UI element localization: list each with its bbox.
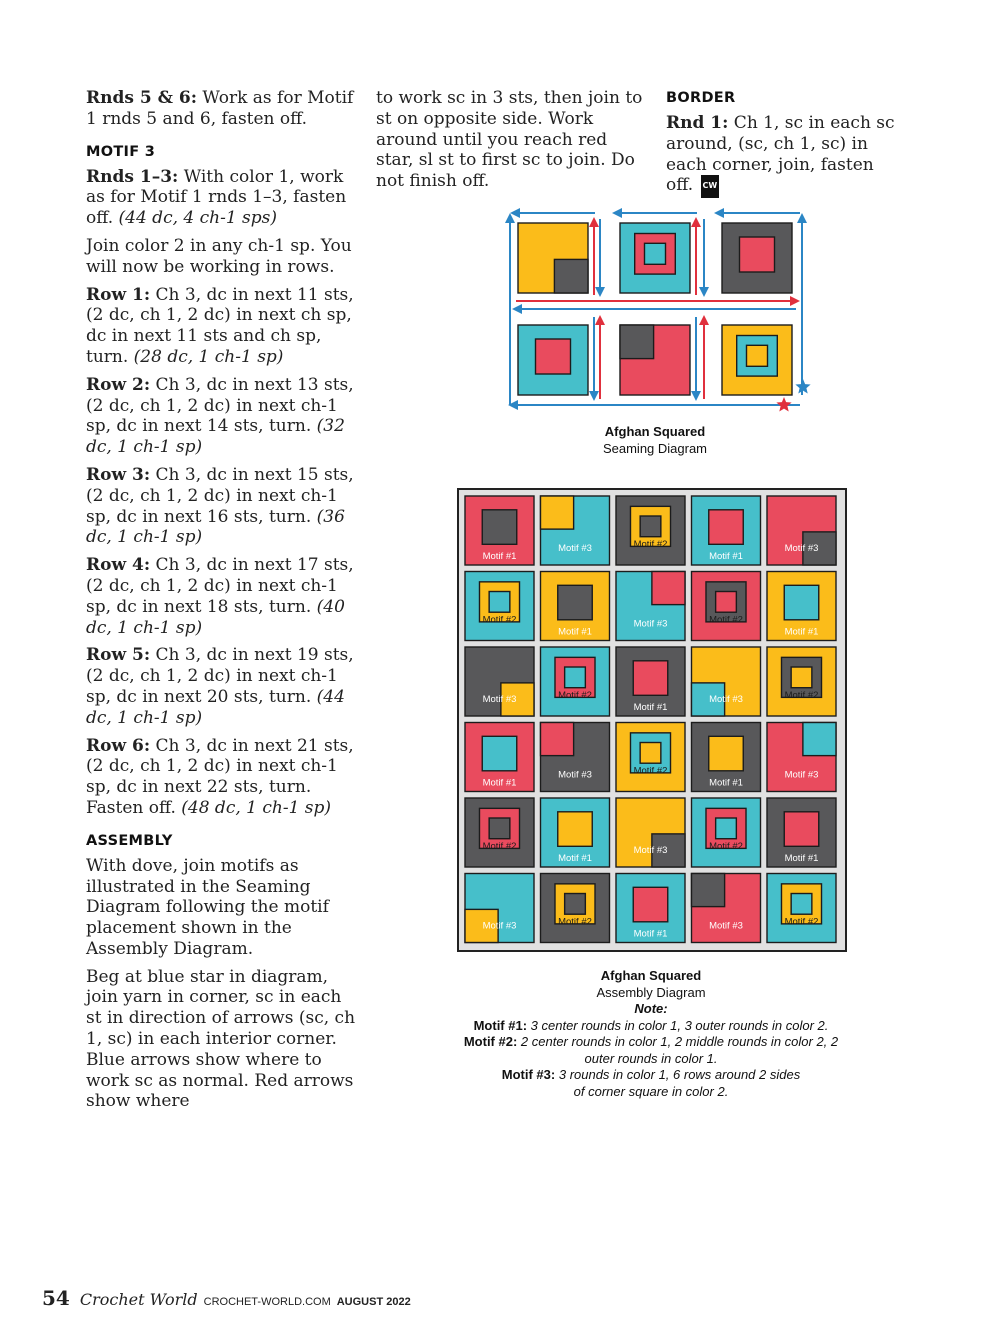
motif-2 [616,723,685,792]
motif-2 [465,798,534,867]
row-instruction: Row 2: Ch 3, dc in next 13 sts, (2 dc, ch 1, 2 dc) in next ch-1 sp, dc in next 14 sts, turn. (32 dc, 1 ch-1 sp) [86,374,354,458]
motif-2 [767,874,836,943]
motif-corner-square [541,496,574,529]
motif-2 [692,572,761,641]
seaming-caption [555,424,755,457]
motif-2 [541,874,610,943]
text-column-3 [666,88,906,205]
paragraph: With dove, join motifs as illustrated in the Seaming Diagram following the motif placement shown in the Assembly Diagram. [86,855,329,959]
row-instruction: Row 1: Ch 3, dc in next 11 sts, (2 dc, ch 1, 2 dc) in next ch sp, dc in next 11 sts and ch sp, turn. (28 dc, 1 ch-1 sp) [86,284,354,367]
motif-corner-square [554,259,588,293]
motif-corner-square [652,572,685,605]
motif-center [709,736,744,771]
motif-3 [767,496,836,565]
page-number: 54 [42,1286,70,1310]
motif-3 [541,723,610,792]
motif-label: Motif #1 [633,928,668,940]
note-motif-3: Motif #3: 3 rounds in color 1, 6 rows around 2 sides of corner square in color 2. [501,1067,801,1099]
motif-label: Motif #1 [709,777,743,789]
motif-3 [692,647,761,716]
motif-center [716,818,737,839]
motif-label: Motif #2 [784,916,819,928]
motif-center [482,736,517,771]
paragraph: Rnd 1: Ch 1, sc in each sc around, (sc, ch 1, sc) in each corner, join, fasten off. CW [666,113,906,198]
motif-3 [616,572,685,641]
paragraph: Rnds 1–3: With color 1, work as for Motif 1 rnds 1–3, fasten off. (44 dc, 4 ch-1 sps) [86,166,347,229]
motif-center [784,585,819,620]
motif-center [784,812,819,847]
motif-label: Motif #3 [633,845,668,857]
motif-label: Motif #2 [709,614,743,626]
motif-3 [767,723,836,792]
motif-center [633,661,668,696]
motif-corner-square [541,723,574,756]
motif-2 [616,496,685,565]
motif-center [740,237,775,272]
motif-label: Motif #2 [482,614,517,626]
motif-label: Motif #2 [784,690,819,702]
cw-end-badge: CW [701,175,720,198]
motif-3 [465,874,534,943]
motif-label: Motif #3 [558,543,592,555]
motif-label: Motif #2 [633,765,668,777]
motif-label: Motif #1 [558,853,592,864]
motif-center [645,243,666,264]
motif-label: Motif #1 [709,551,743,562]
text-column-1 [86,88,362,1119]
motif-label: Motif #1 [558,626,592,638]
motif-center [565,894,586,915]
note-motif-1: Motif #1: 3 center rounds in color 1, 3 outer rounds in color 2. [473,1017,829,1033]
text-column-2 [376,88,648,199]
issue-date: AUGUST 2022 [336,1296,411,1308]
row-instruction: Row 5: Ch 3, dc in next 19 sts, (2 dc, ch 1, 2 dc) in next ch-1 sp, dc in next 20 sts, turn. (44 dc, 1 ch-1 sp) [86,645,354,728]
motif-label: Motif #3 [784,543,819,555]
assembly-title: Afghan Squared [600,968,702,983]
motif-label: Motif #1 [784,626,819,638]
row-instruction: Row 3: Ch 3, dc in next 15 sts, (2 dc, ch 1, 2 dc) in next ch-1 sp, dc in next 16 sts, turn. (36 dc, 1 ch-1 sp) [86,464,354,548]
motif-center [558,812,593,847]
red-end-star [776,397,791,412]
motif-3 [518,223,588,293]
motif-2 [722,325,792,395]
motif-2 [620,223,690,293]
motif-label: Motif #1 [482,777,517,789]
motif-3 [616,798,685,867]
motif-2 [541,647,610,716]
motif-3 [620,325,690,395]
motif-label: Motif #1 [482,551,517,562]
motif-label: Motif #2 [709,841,743,853]
motif-label: Motif #1 [633,702,668,713]
motif-label: Motif #2 [558,916,592,928]
motif-label: Motif #3 [482,920,517,932]
motif-center [633,887,668,922]
page-footer [42,1286,411,1310]
magazine-name: Crochet World [79,1290,198,1309]
motif-corner-square [692,874,725,907]
motif-center [482,510,517,545]
seaming-title: Afghan Squared [604,424,706,439]
motif-center [565,667,586,688]
motif-label: Motif #2 [482,841,517,853]
motif-2 [767,647,836,716]
seaming-subtitle: Seaming Diagram [602,440,708,456]
motif-label: Motif #3 [482,694,517,706]
motif-center [558,585,593,620]
row-instruction: Row 4: Ch 3, dc in next 17 sts, (2 dc, ch 1, 2 dc) in next ch-1 sp, dc in next 18 sts, turn. (40 dc, 1 ch-1 sp) [86,555,354,638]
section-heading-border: BORDER [666,90,736,106]
paragraph: to work sc in 3 sts, then join to st on opposite side. Work around until you reach red star, sl st to first sc to join. Do not finish off. [376,88,643,192]
row-instruction: Row 6: Ch 3, dc in next 21 sts, (2 dc, ch 1, 2 dc) in next ch-1 sp, dc in next 22 sts, turn. Fasten off. (48 dc, 1 ch-1 sp) [86,735,354,818]
section-heading-assembly: ASSEMBLY [86,832,173,849]
assembly-caption [451,968,851,1100]
motif-2 [465,572,534,641]
motif-label: Motif #3 [558,769,592,781]
seaming-diagram [500,205,820,417]
motif-center [791,894,812,915]
assembly-diagram [457,488,847,952]
motif-center [747,345,768,366]
paragraph: Join color 2 in any ch-1 sp. You will now be working in rows. [86,235,352,277]
motif-1 [518,325,588,395]
motif-center [536,339,571,374]
motif-center [489,818,510,839]
paragraph: Rnds 5 & 6: Work as for Motif 1 rnds 5 and 6, fasten off. [86,88,354,129]
motif-corner-square [803,723,836,756]
motif-label: Motif #2 [558,690,592,702]
motif-2 [692,798,761,867]
motif-label: Motif #3 [709,920,743,932]
motif-center [716,592,737,613]
motif-label: Motif #3 [633,618,668,630]
motif-center [709,510,744,545]
motif-center [489,592,510,613]
motif-center [640,516,661,537]
motif-label: Motif #2 [633,539,668,551]
assembly-subtitle: Assembly Diagram [596,984,706,1000]
note-motif-2: Motif #2: 2 center rounds in color 1, 2 middle rounds in color 2, 2 outer rounds in color 1. [463,1034,839,1066]
motif-label: Motif #1 [784,853,819,864]
motif-3 [692,874,761,943]
paragraph: Beg at blue star in diagram, join yarn in corner, sc in each st in direction of arrows (sc, ch 1, sc) in each interior corner. Blue arrows show where to work sc as normal. Red arrows show where [86,966,356,1112]
motif-3 [541,496,610,565]
section-heading-motif-3: MOTIF 3 [86,143,156,160]
motif-1 [722,223,792,293]
motif-corner-square [620,325,654,359]
motif-label: Motif #3 [784,769,819,781]
note-label: Note: [634,1001,668,1016]
motif-label: Motif #3 [709,694,743,706]
motif-center [791,667,812,688]
magazine-url: CROCHET-WORLD.COM [203,1296,331,1308]
motif-3 [465,647,534,716]
motif-center [640,743,661,764]
